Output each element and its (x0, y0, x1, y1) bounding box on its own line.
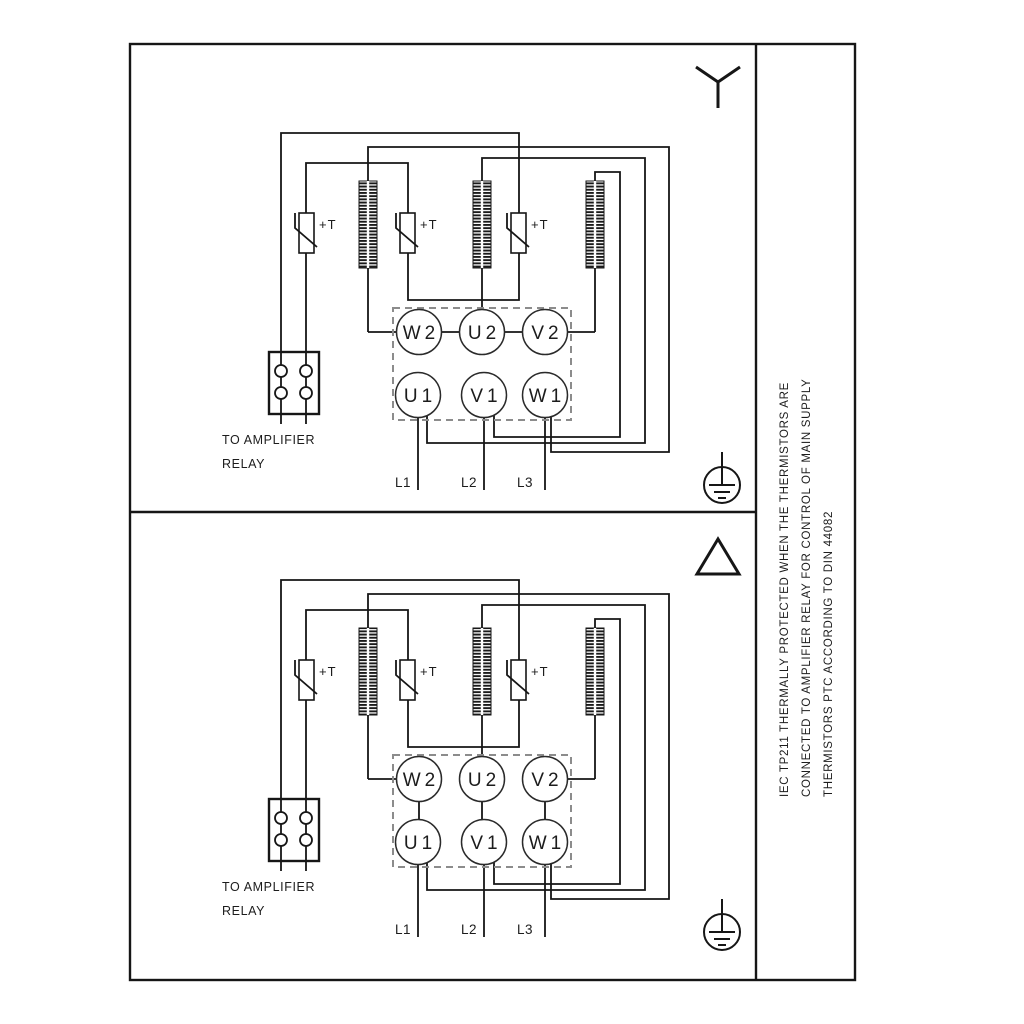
side-note-line1: IEC TP211 THERMALLY PROTECTED WHEN THE THERMISTORS ARE (779, 381, 791, 797)
terminal-label: V1 (470, 386, 502, 407)
motor-winding-coil (359, 181, 377, 268)
motor-winding-coil (586, 181, 604, 268)
terminal-v1 (462, 373, 507, 418)
supply-label-l3: L3 (516, 475, 533, 490)
terminal-label: W1 (528, 833, 566, 854)
terminal-label: U1 (403, 386, 437, 407)
terminal-v2 (523, 757, 568, 802)
thermistor-symbol (396, 213, 438, 253)
terminal-label: V2 (531, 770, 563, 791)
side-note-line2: CONNECTED TO AMPLIFIER RELAY FOR CONTROL OF MAIN SUPPLY (801, 378, 813, 797)
terminal-u2 (460, 757, 505, 802)
thermistor-symbol (507, 660, 549, 700)
terminal-w2 (397, 310, 442, 355)
supply-label-l2: L2 (460, 475, 477, 490)
relay-caption-line1: TO AMPLIFIER (222, 433, 316, 447)
terminal-label: U2 (467, 323, 501, 344)
terminal-w1 (523, 373, 568, 418)
thermistor-label: +T (319, 217, 337, 232)
terminal-u1 (396, 373, 441, 418)
supply-label-l1: L1 (394, 922, 411, 937)
terminal-v1 (462, 820, 507, 865)
terminal-w1 (523, 820, 568, 865)
thermistor-symbol (507, 213, 549, 253)
thermistor-symbols (295, 213, 549, 253)
amplifier-relay-block (269, 352, 319, 414)
terminal-board (393, 308, 571, 420)
relay-caption-line1: TO AMPLIFIER (222, 880, 316, 894)
thermistor-symbols (295, 660, 549, 700)
thermistor-symbol (295, 660, 337, 700)
thermistor-symbol (295, 213, 337, 253)
delta-connection-icon (697, 539, 739, 574)
terminal-label: V2 (531, 323, 563, 344)
supply-label-l3: L3 (516, 922, 533, 937)
terminal-label: V1 (470, 833, 502, 854)
motor-winding-coil (359, 628, 377, 715)
thermistor-label: +T (531, 217, 549, 232)
thermistor-label: +T (420, 664, 438, 679)
earth-ground-icon (704, 899, 740, 950)
thermistor-symbol (396, 660, 438, 700)
terminal-v2 (523, 310, 568, 355)
supply-label-l1: L1 (394, 475, 411, 490)
relay-caption-line2: RELAY (222, 457, 266, 471)
thermistor-label: +T (319, 664, 337, 679)
thermistor-label: +T (420, 217, 438, 232)
side-note (779, 379, 835, 798)
motor-winding-coil (473, 181, 491, 268)
terminal-label: W2 (402, 770, 440, 791)
supply-label-l2: L2 (460, 922, 477, 937)
relay-caption-line2: RELAY (222, 904, 266, 918)
motor-winding-coil (473, 628, 491, 715)
terminal-u1 (396, 820, 441, 865)
panel-delta (222, 539, 740, 950)
amplifier-relay-block (269, 799, 319, 861)
terminal-label: U2 (467, 770, 501, 791)
terminal-w2 (397, 757, 442, 802)
terminal-label: W1 (528, 386, 566, 407)
panel-star (222, 67, 740, 503)
motor-winding-coil (586, 628, 604, 715)
star-connection-icon (696, 67, 740, 108)
terminal-label: W2 (402, 323, 440, 344)
earth-ground-icon (704, 452, 740, 503)
side-note-line3: THERMISTORS PTC ACCORDING TO DIN 44082 (823, 510, 835, 797)
thermistor-label: +T (531, 664, 549, 679)
terminal-u2 (460, 310, 505, 355)
terminal-label: U1 (403, 833, 437, 854)
